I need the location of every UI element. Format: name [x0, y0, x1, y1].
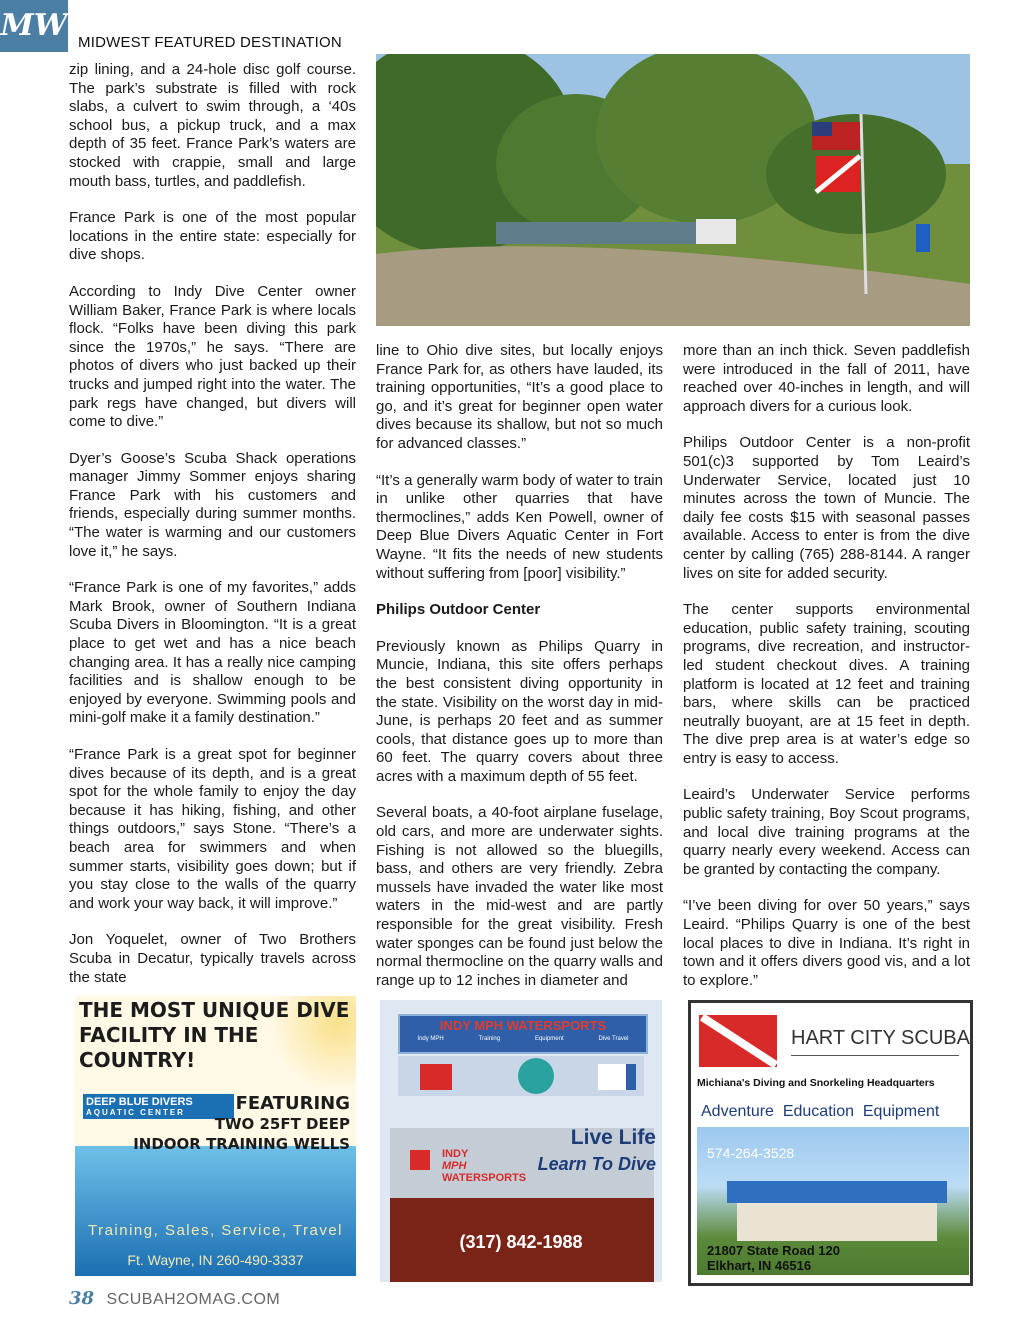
featuring-label: FEATURING: [235, 1093, 350, 1114]
paragraph: line to Ohio dive sites, but locally enjoys France Park for, as others have lauded, its training opportunities, “It’s a good place to go, and it’s great for beginner open water dives because its shallow, but not so much for advanced classes.”: [376, 342, 663, 452]
scuba-diving-logo-icon: [518, 1058, 554, 1094]
dive-flag-icon: [410, 1150, 430, 1170]
paragraph: Jon Yoquelet, owner of Two Brothers Scuba in Decatur, typically travels across the state: [69, 931, 356, 986]
blue-roof: [727, 1181, 947, 1203]
divider: [791, 1055, 959, 1056]
featuring-text: [133, 1094, 350, 1154]
page-number: 38: [69, 1288, 95, 1309]
tagline-learn-to-dive: Learn To Dive: [537, 1154, 656, 1174]
phone-number: (317) 842-1988: [459, 1232, 583, 1252]
section-heading: Philips Outdoor Center: [376, 601, 541, 619]
store-sign: [442, 1148, 526, 1184]
paragraph: Previously known as Philips Quarry in Muncie, Indiana, this site offers perhaps the best consistent diving opportunity in the state. Visibility on the worst day in mid-June, is perhaps 20 feet and as summer cools, that distance goes up to more than 60 feet. The quarry covers about three acres with a maximum depth of 55 feet.: [376, 637, 663, 785]
phone-number: 574-264-3528: [707, 1145, 795, 1161]
paragraph: According to Indy Dive Center owner William Baker, France Park is where locals flock. “Folks have been diving this park since the 1970s,” he says. “There are photos of divers who just backed up their trucks and jumped right into the water. The park regs have changed, but divers will come to dive.”: [69, 282, 356, 431]
paragraph: Leaird’s Underwater Service performs public safety training, Boy Scout programs, and local dive training programs at the quarry nearly every weekend. Access can be granted by contacting the company.: [683, 786, 970, 878]
business-name: HART CITY SCUBA: [791, 1027, 970, 1049]
address: [707, 1243, 840, 1273]
paragraph: zip lining, and a 24-hole disc golf course. The park’s substrate is filled with rock slabs, a culvert to swim through, a ‘40s school bus, a pickup truck, and a max depth of 35 feet. France Park’s waters are stocked with crappie, small and large mouth bass, turtles, and paddlefish.: [69, 61, 356, 190]
subtitle: Michiana's Diving and Snorkeling Headquarters: [697, 1077, 935, 1089]
paragraph: France Park is one of the most popular locations in the entire state: especially for dive shops.: [69, 209, 356, 264]
nav-item[interactable]: Dive Travel: [598, 1036, 629, 1042]
paragraph: Dyer’s Goose’s Scuba Shack operations manager Jimmy Sommer enjoys sharing France Park with his customers and friends, especially during summer months. “The water is warming and our customers love it,” he says.: [69, 449, 356, 560]
park-scene-illustration: [376, 54, 970, 326]
page-footer: [69, 1288, 280, 1309]
banner-title: INDY MPH WATERSPORTS: [439, 1018, 607, 1033]
storefront-photo: [697, 1127, 969, 1275]
paragraph: Philips Outdoor Center is a non-profit 501(c)3 supported by Tom Leaird’s Underwater Service, located just 10 minutes across the town of Muncie. The daily fee costs $15 with seasonal passes available. Access to enter is from the dive center by calling (765) 288-8144. A ranger lives on site for added security.: [683, 434, 970, 582]
sign-line: MPH: [442, 1160, 467, 1172]
indy-mph-ad[interactable]: [380, 1000, 662, 1282]
article-column-3: [683, 342, 970, 1008]
alpha-flag-icon: [598, 1064, 636, 1090]
nav-item[interactable]: Indy MPH: [417, 1036, 444, 1042]
location-phone: Ft. Wayne, IN 260-490-3337: [127, 1252, 304, 1268]
article-column-1: [69, 61, 356, 1005]
paragraph: “I’ve been diving for over 50 years,” says Leaird. “Philips Quarry is one of the best local places to dive in Indiana. It’s right in town and it offers divers good vis, and a lot to explore.”: [683, 897, 970, 989]
services-text: Training, Sales, Service, Travel: [87, 1222, 344, 1239]
hart-city-scuba-ad[interactable]: [688, 1000, 973, 1286]
site-url[interactable]: SCUBAH2OMAG.COM: [106, 1291, 281, 1308]
address-line: 21807 State Road 120: [707, 1243, 840, 1258]
featuring-line: TWO 25FT DEEP: [214, 1115, 350, 1133]
deep-blue-divers-ad[interactable]: [75, 996, 356, 1276]
sign-line: INDY: [442, 1148, 469, 1160]
address-line: Elkhart, IN 46516: [707, 1258, 812, 1273]
sign-line: WATERSPORTS: [442, 1172, 527, 1184]
dive-flag-icon: [699, 1015, 777, 1067]
dive-flag-icon: [420, 1064, 452, 1090]
featuring-line: INDOOR TRAINING WELLS: [133, 1135, 350, 1153]
article-column-2: [376, 342, 663, 1008]
paragraph: “France Park is one of my favorites,” adds Mark Brook, owner of Southern Indiana Scuba Divers in Bloomington. “It is a great place to get wet and has a nice beach changing area. It has a really nice camping facilities and is shallow enough to be enjoyed by everyone. Swimming pools and mini-golf make it a family destination.”: [69, 579, 356, 727]
brand-subtitle: AQUATIC CENTER: [86, 1108, 185, 1117]
tagline-live-life: Live Life: [570, 1126, 656, 1149]
flag-stripe: [700, 1014, 778, 1069]
headline-line: COUNTRY!: [79, 1048, 196, 1072]
nav-item[interactable]: Equipment: [534, 1036, 564, 1042]
paragraph: Several boats, a 40-foot airplane fuselage, old cars, and more are underwater sights. Fishing is not allowed so the bluegills, bass, and others are very friendly. Zebra mussels have invaded the water like most waters in the mid-west and are partly responsible for the great visibility. Fresh water sponges can be found just below the normal thermocline on the quarry walls and range up to 12 inches in diameter and: [376, 804, 663, 989]
ad-headline: [79, 998, 349, 1073]
building-wall: [737, 1203, 937, 1241]
headline-line: FACILITY IN THE: [79, 1023, 259, 1047]
section-header: MIDWEST FEATURED DESTINATION: [78, 34, 342, 51]
france-park-photo: [376, 54, 970, 326]
brand-name: DEEP BLUE DIVERS: [86, 1096, 193, 1108]
banner-nav: [400, 1036, 646, 1042]
nav-item[interactable]: Training: [478, 1036, 501, 1042]
paragraph: more than an inch thick. Seven paddlefish were introduced in the fall of 2011, have reached over 40-inches in length, and will approach divers for a curious look.: [683, 342, 970, 415]
paragraph: “It’s a generally warm body of water to train in unlike other quarries that have thermoclines,” adds Ken Powell, owner of Deep Blue Divers Aquatic Center in Fort Wayne. “It fits the needs of new students without suffering from [poor] visibility.”: [376, 471, 663, 582]
icon-row: [398, 1056, 644, 1096]
paragraph: The center supports environmental education, public safety training, scouting programs, dive recreation, and instructor-led student checkout dives. A training platform is located at 12 feet and training bars, where skills can be practiced neutrally buoyant, are at 15 feet in depth. The dive prep area is at water’s edge so entry is easy to access.: [683, 601, 970, 767]
headline-line: THE MOST UNIQUE DIVE: [79, 998, 350, 1022]
banner: [398, 1014, 648, 1054]
services: Adventure Education Equipment: [701, 1103, 940, 1120]
paragraph: “France Park is a great spot for beginner dives because of its depth, and is a great spot for the whole family to enjoy the day because it has hiking, fishing, and other things outdoors,” says Stone. “There’s a beach area for swimmers and when summer starts, visibility goes down; but if you stay close to the walls of the quarry and work your way back, it will improve.”: [69, 746, 356, 912]
magazine-logo: MW: [0, 0, 68, 52]
